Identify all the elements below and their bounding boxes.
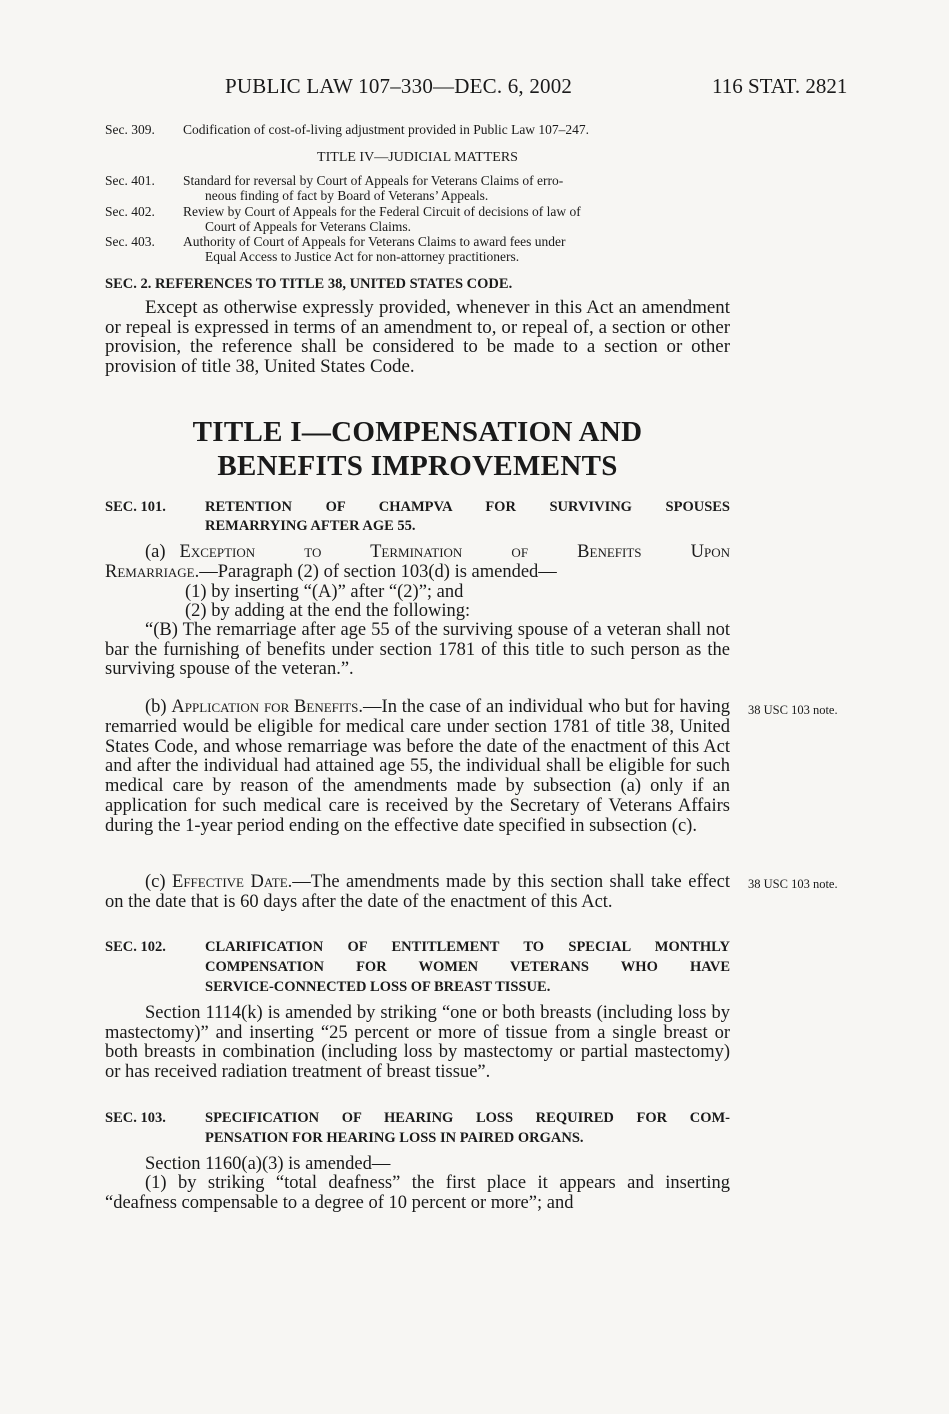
section-body: Except as otherwise expressly provided, whenever in this Act an amendment or repeal is expressed in terms of an amendment to, or repeal of, a section or other provision, the reference shall be considered to be made to a section or other provision of title 38, United States Code. <box>105 297 730 378</box>
subsection-a-heading: (a) Exception to Termination of Benefits Upon <box>145 542 730 562</box>
amendment-item: (2) by adding at the end the following: <box>185 601 471 621</box>
quoted-text: “(B) The remarriage after age 55 of the surviving spouse of a veteran shall not bar the furnishing of benefits under section 1781 of this title to such person as the surviving spouse of the veteran.”. <box>105 620 730 680</box>
page-header <box>0 74 949 102</box>
running-head: PUBLIC LAW 107–330—DEC. 6, 2002 <box>225 74 573 98</box>
subsection-a-text: Remarriage.—Paragraph (2) of section 103(d) is amended— <box>105 562 557 582</box>
title-heading-line: BENEFITS IMPROVEMENTS <box>217 450 618 482</box>
document-page: PUBLIC LAW 107–330—DEC. 6, 2002 116 STAT. 2821 Sec. 309. Codification of cost-of-living adjustment provided in Public Law 107–247. TITLE IV—JUDICIAL MATTERS Sec. 401. Standard for reversal by Court of Appeals for Veterans Claims of erro- neous finding of fact by Board of Veterans’ Appeals. Sec. 402. Review by Court of Appeals for the Federal Circuit of decisions of law of Court of Appeals for Veterans Claims. Sec. 403. Authority of Court of Appeals for Veterans Claims to award fees under Equal Access to Justice Act for non-attorney practitioners. SEC. 2. REFERENCES TO TITLE 38, UNITED STATES CODE. Except as otherwise expressly provided, whenever in this Act an amendment or repeal is expressed in terms of an amendment to, or repeal of, a section or other provision, the reference shall be considered to be made to a section or other provision of title 38, United States Code. TITLE I—COMPENSATION AND BENEFITS IMPROVEMENTS SEC. 101. RETENTION OF CHAMPVA FOR SURVIVING SPOUSES REMARRYING AFTER AGE 55. (a) Exception to Termination of Benefits Upon Remarriage.—Paragraph (2) of section 103(d) is amended— (1) by inserting “(A)” after “(2)”; and (2) by adding at the end the following: “(B) The remarriage after age 55 of the surviving spouse of a veteran shall not bar the furnishing of benefits under section 1781 of this title to such person as the surviving spouse of the veteran.”. (b) Application for Benefits.—In the case of an individual who but for having remarried would be eligible for medical care under section 1781 of title 38, United States Code, and whose remarriage was before the date of the enactment of this Act and after the individual had attained age 55, the individual shall be eligible for such medical care by reason of the amendments made by subsection (a) only if an application for such medical care is received by the Secretary of Veterans Affairs during the 1-year period ending on the effective date specified in subsection (c). 38 USC 103 note. (c) Effective Date.—The amendments made by this section shall take effect on the date that is 60 days after the date of the enactment of this Act. 38 USC 103 note. SEC. 102. CLARIFICATION OF ENTITLEMENT TO SPECIAL MONTHLY COMPENSATION FOR WOMEN VETERANS WHO HAVE SERVICE-CONNECTED LOSS OF BREAST TISSUE. Section 1114(k) is amended by striking “one or both breasts (including loss by mastectomy)” and inserting “25 percent or more of tissue from a single breast or both breasts in combination (including loss by mastectomy or partial mastectomy) or has received radiation treatment of breast tissue”. SEC. 103. SPECIFICATION OF HEARING LOSS REQUIRED FOR COM- PENSATION FOR HEARING LOSS IN PAIRED ORGANS. Section 1160(a)(3) is amended— (1) by striking “total deafness” the first place it appears and inserting “deafness compensable to a degree of 10 percent or more”; and <box>0 0 949 1414</box>
amendment-item: (1) by inserting “(A)” after “(2)”; and <box>185 582 464 602</box>
section-intro: Section 1160(a)(3) is amended— <box>145 1154 391 1174</box>
subsection-b: (b) Application for Benefits.—In the case of an individual who but for having remarried would be eligible for medical care under section 1781 of title 38, United States Code, and whose remarriage was before the date of the enactment of this Act and after the individual had attained age 55, the individual shall be eligible for such medical care by reason of the amendments made by subsection (a) only if an application for such medical care is received by the Secretary of Veterans Affairs during the 1-year period ending on the effective date specified in subsection (c). <box>105 697 730 836</box>
margin-note: 38 USC 103 note. <box>748 703 838 717</box>
title-heading-line: TITLE I—COMPENSATION AND <box>192 416 643 448</box>
subsection-c: (c) Effective Date.—The amendments made by this section shall take effect on the date that is 60 days after the date of the enactment of this Act. <box>105 872 730 912</box>
section-heading: SEC. 2. REFERENCES TO TITLE 38, UNITED STATES CODE. <box>105 276 513 292</box>
statute-page-number: 116 STAT. 2821 <box>712 74 848 98</box>
section-body: Section 1114(k) is amended by striking “one or both breasts (including loss by mastectomy)” and inserting “25 percent or more of tissue from a single breast or both breasts in combination (including loss by mastectomy or partial mastectomy) or has received radiation treatment of breast tissue”. <box>105 1003 730 1082</box>
toc-title-heading: TITLE IV—JUDICIAL MATTERS <box>317 150 518 165</box>
amendment-item: (1) by striking “total deafness” the first place it appears and inserting “deafness compensable to a degree of 10 percent or more”; and <box>105 1173 730 1213</box>
margin-note: 38 USC 103 note. <box>748 877 838 891</box>
